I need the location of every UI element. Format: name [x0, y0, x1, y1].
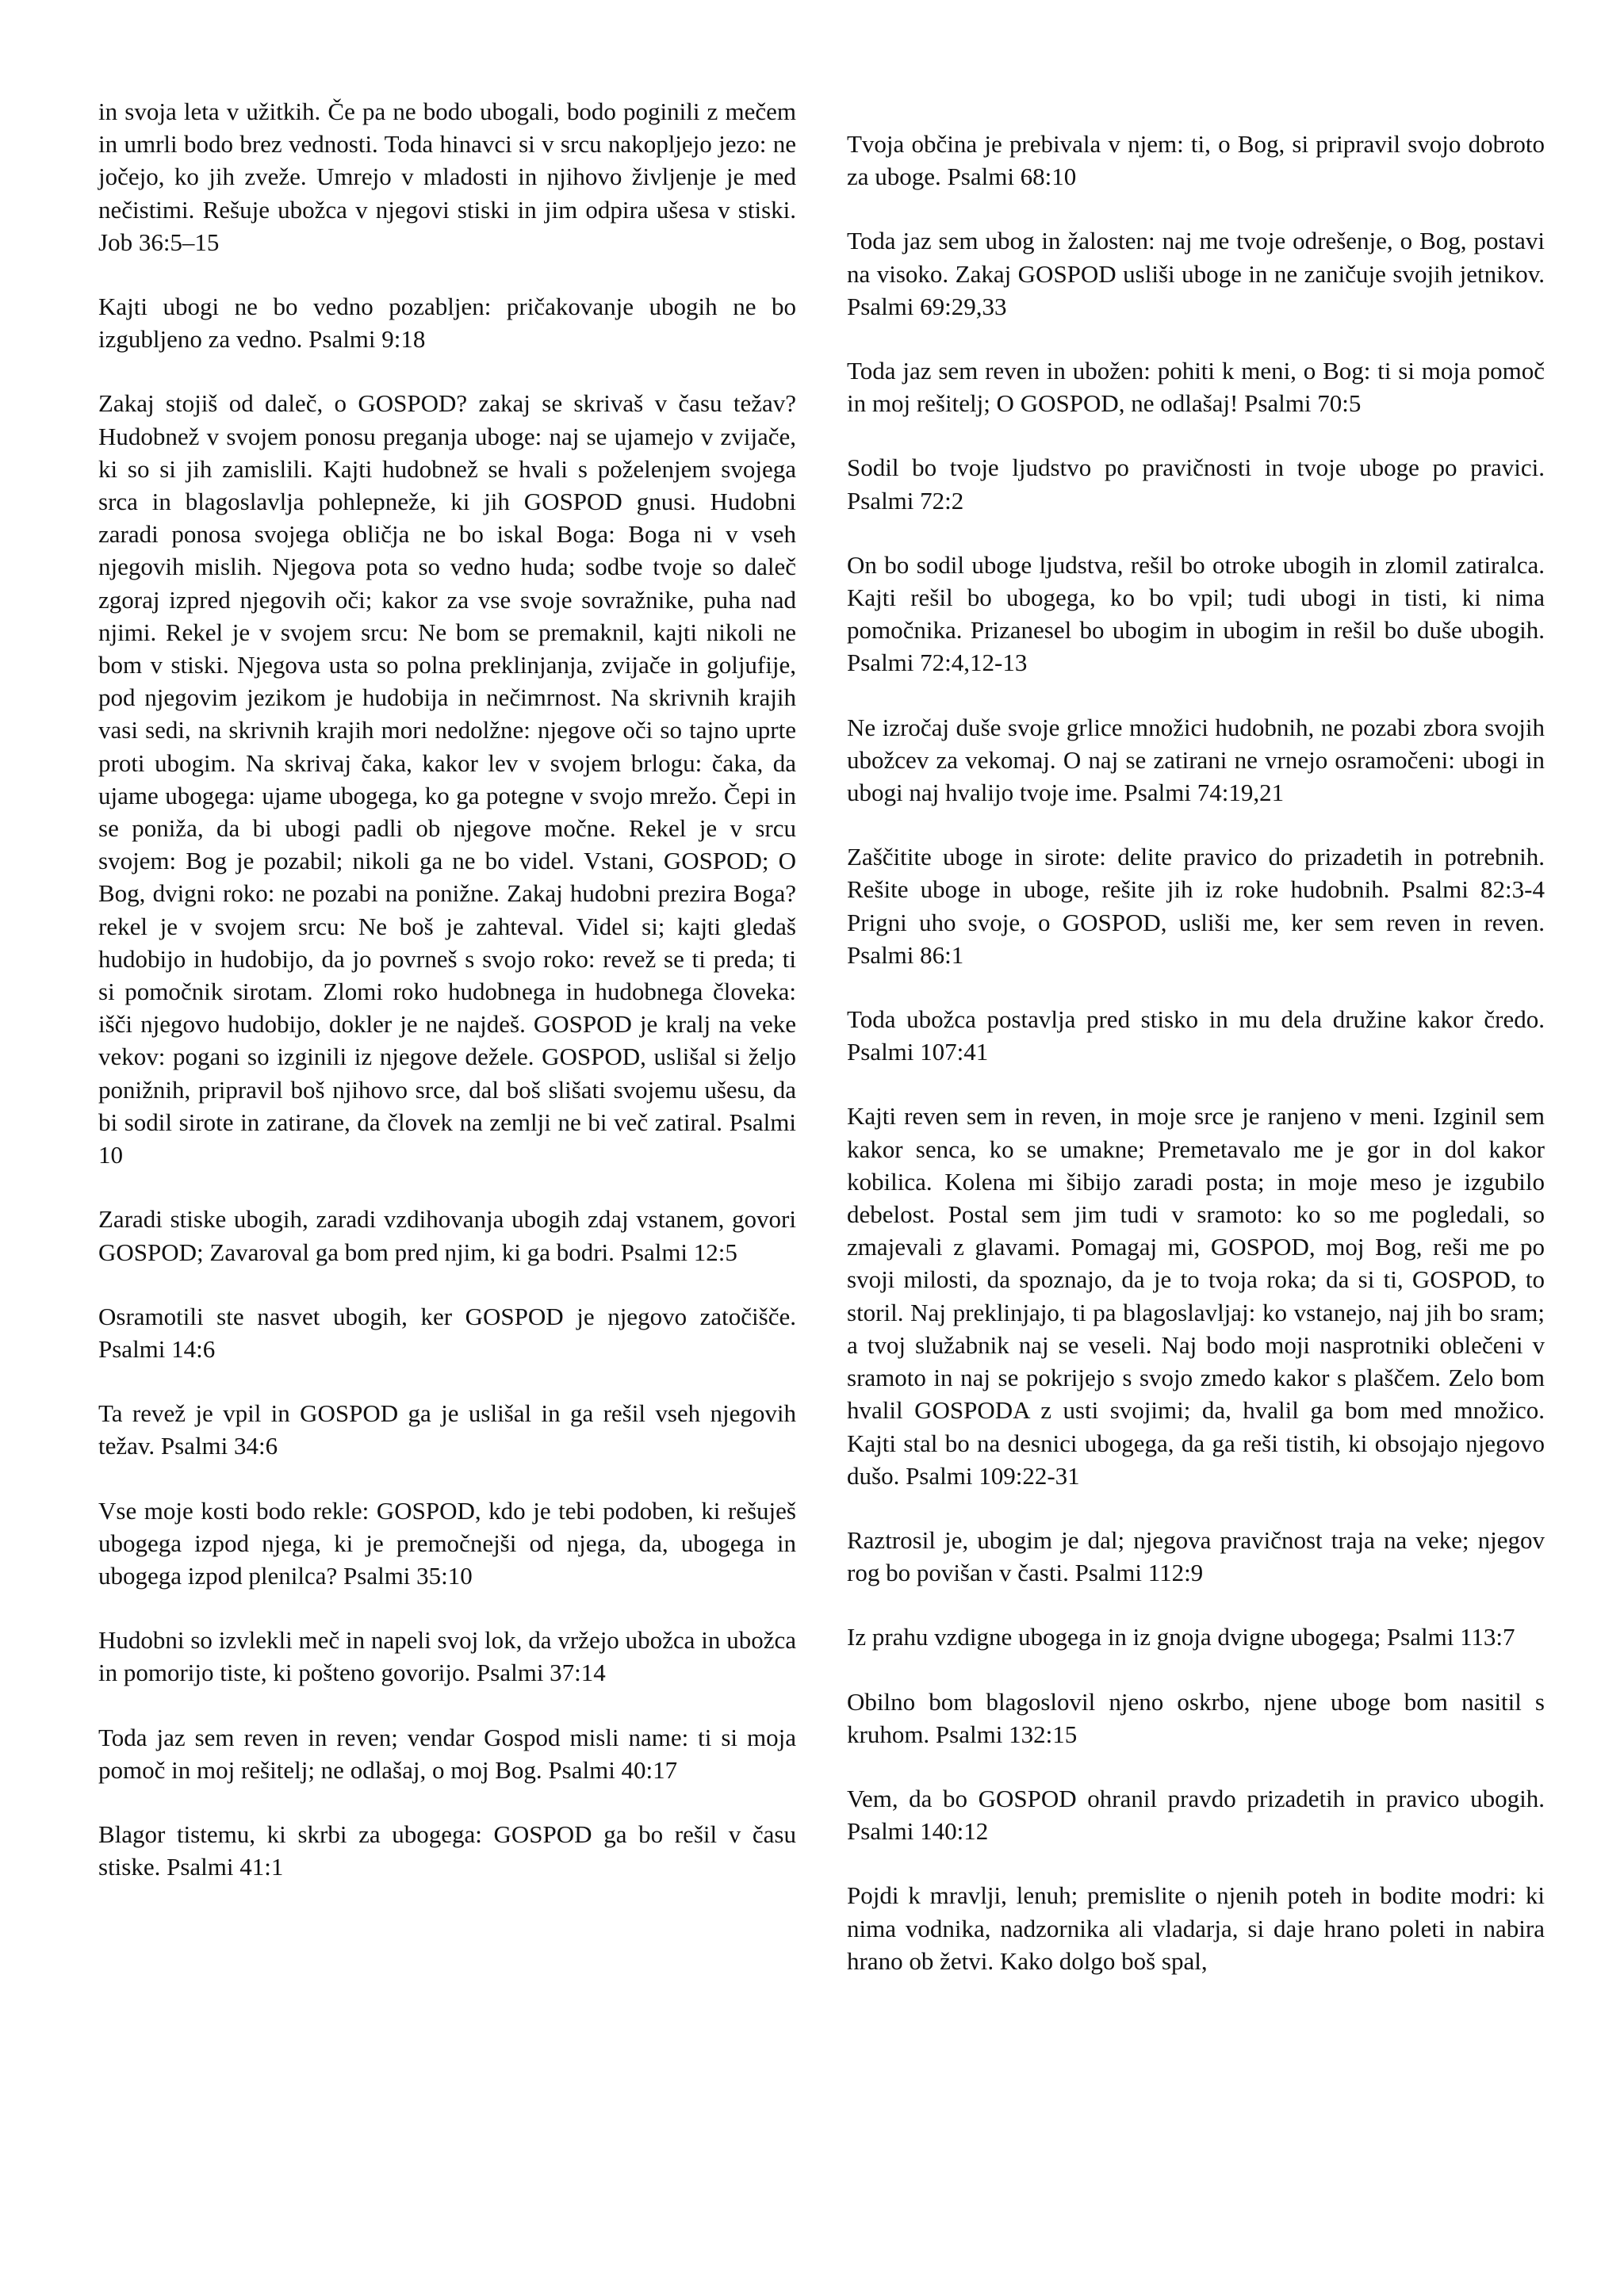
paragraph-psalm-72-4: On bo sodil uboge ljudstva, rešil bo otroke ubogih in zlomil zatiralca. Kajti rešil bo ubogega, ko bo vpil; tudi ubogi in tisti, ki nima pomočnika. Prizanesel bo ubogim in ubogim in rešil bo duše ubogih. Psalmi 72:4,12-13 — [847, 550, 1545, 677]
paragraph-psalm-70-5: Toda jaz sem reven in ubožen: pohiti k meni, o Bog: ti si moja pomoč in moj rešitelj; O GOSPOD, ne odlašaj! Psalmi 70:5 — [847, 357, 1545, 418]
paragraph-psalm-10: Zakaj stojiš od daleč, o GOSPOD? zakaj se skrivaš v času težav? Hudobnež v svojem ponosu preganja uboge: naj se ujamejo v zvijače, ki so si jih zamislili. Kajti hudobnež se hvali s poželenjem svojega srca in blagoslavlja pohlepneže, ki jih GOSPOD gnusi. Hudobni zaradi ponosa svojega obličja ne bo iskal Boga: Boga ni v vseh njegovih mislih. Njegova pota so vedno huda; sodbe tvoje so daleč zgoraj izpred njegovih oči; kakor za vse svoje sovražnike, puha nad njimi. Rekel je v svojem srcu: Ne bom se premaknil, kajti nikoli ne bom v stiski. Njegova usta so polna preklinjanja, zvijače in goljufije, pod njegovim jezikom je hudobija in nečimrnost. Na skrivnih krajih vasi sedi, na skrivnih krajih mori nedolžne: njegove oči so tajno uprte proti ubogim. Na skrivaj čaka, kakor lev v svojem brlogu: čaka, da ujame ubogega: ujame ubogega, ko ga potegne v svojo mrežo. Čepi in se poniža, da bi ubogi padli ob njegove močne. Rekel je v srcu svojem: Bog je pozabil; nikoli ga ne bo videl. Vstani, GOSPOD; O Bog, dvigni roko: ne pozabi na ponižne. Zakaj hudobni prezira Boga? rekel je v svojem srcu: Ne boš je zahteval. Videl si; kajti gledaš hudobijo in hudobijo, da jo povrneš s svojo roko: revež se ti preda; ti si pomočnik sirotam. Zlomi roko hudobnega in hudobnega človeka: išči njegovo hudobijo, dokler je ne najdeš. GOSPOD je kralj na veke vekov: pogani so izginili iz njegove dežele. GOSPOD, uslišal si željo ponižnih, pripravil boš njihovo srce, dal boš slišati svojemu ušesu, da bi sodil sirote in zatirane, da človek na zemlji ne bi več zatiral. Psalmi 10 — [98, 389, 796, 1169]
paragraph-psalm-107-41: Toda ubožca postavlja pred stisko in mu dela družine kakor čredo. Psalmi 107:41 — [847, 1005, 1545, 1066]
paragraph-proverbs-6: Pojdi k mravlji, lenuh; premislite o njenih poteh in bodite modri: ki nima vodnika, nadzornika ali vladarja, si daje hrano poleti in nabira hrano ob žetvi. Kako dolgo boš spal, — [847, 1881, 1545, 1975]
paragraph-psalm-35-10: Vse moje kosti bodo rekle: GOSPOD, kdo je tebi podoben, ki rešuješ ubogega izpod njega, ki je premočnejši od njega, da, ubogega in ubogega izpod plenilca? Psalmi 35:10 — [98, 1496, 796, 1590]
paragraph-psalm-140-12: Vem, da bo GOSPOD ohranil pravdo prizadetih in pravico ubogih. Psalmi 140:12 — [847, 1784, 1545, 1846]
paragraph-psalm-82-86: Zaščitite uboge in sirote: delite pravico do prizadetih in potrebnih. Rešite uboge in uboge, rešite jih iz roke hudobnih. Psalmi 82:3-4 Prigni uho svoje, o GOSPOD, usliši me, ker sem reven in reven. Psalmi 86:1 — [847, 843, 1545, 969]
paragraph-psalm-72-2: Sodil bo tvoje ljudstvo po pravičnosti in tvoje uboge po pravici. Psalmi 72:2 — [847, 453, 1545, 515]
paragraph-psalm-112-9: Raztrosil je, ubogim je dal; njegova pravičnost traja na veke; njegov rog bo povišan v časti. Psalmi 112:9 — [847, 1525, 1545, 1587]
paragraph-psalm-12-5: Zaradi stiske ubogih, zaradi vzdihovanja ubogih zdaj vstanem, govori GOSPOD; Zavaroval ga bom pred njim, ki ga bodri. Psalmi 12:5 — [98, 1205, 796, 1266]
paragraph-psalm-113-7: Iz prahu vzdigne ubogega in iz gnoja dvigne ubogega; Psalmi 113:7 — [847, 1623, 1515, 1651]
paragraph-psalm-68-10: Tvoja občina je prebivala v njem: ti, o Bog, si pripravil svojo dobroto za uboge. Psalmi 68:10 — [847, 130, 1545, 191]
paragraph-psalm-9-18: Kajti ubogi ne bo vedno pozabljen: pričakovanje ubogih ne bo izgubljeno za vedno. Psalmi 9:18 — [98, 293, 796, 354]
paragraph-psalm-74: Ne izročaj duše svoje grlice množici hudobnih, ne pozabi zbora svojih ubožcev za vekomaj. O naj se zatirani ne vrnejo osramočeni: ubogi in ubogi naj hvalijo tvoje ime. Psalmi 74:19,21 — [847, 713, 1545, 807]
paragraph-psalm-109: Kajti reven sem in reven, in moje srce je ranjeno v meni. Izginil sem kakor senca, ko se umakne; Premetavalo me je gor in dol kakor kobilica. Kolena mi šibijo zaradi posta; in moje meso je izgubilo debelost. Postal sem jim tudi v sramoto: ko so me pogledali, so zmajevali z glavami. Pomagaj mi, GOSPOD, moj Bog, reši me po svoji milosti, da spoznajo, da je to tvoja roka; da si ti, GOSPOD, to storil. Naj preklinjajo, ti pa blagoslavljaj: ko vstanejo, naj jih bo sram; a tvoj služabnik naj se veseli. Naj bodo moji nasprotniki oblečeni v sramoto in naj se pokrijejo s svojo zmedo kakor s plaščem. Zelo bom hvalil GOSPODA z usti svojimi; da, hvalil ga bom med množico. Kajti stal bo na desnici ubogega, da ga reši tistih, ki obsojajo njegovo dušo. Psalmi 109:22-31 — [847, 1102, 1545, 1490]
paragraph-psalm-34-6: Ta revež je vpil in GOSPOD ga je uslišal in ga rešil vseh njegovih težav. Psalmi 34:6 — [98, 1399, 796, 1460]
paragraph-psalm-14-6: Osramotili ste nasvet ubogih, ker GOSPOD je njegovo zatočišče. Psalmi 14:6 — [98, 1302, 796, 1363]
paragraph-psalm-37-14: Hudobni so izvlekli meč in napeli svoj lok, da vržejo ubožca in ubožca in pomorijo tiste, ki pošteno govorijo. Psalmi 37:14 — [98, 1626, 796, 1687]
paragraph-psalm-40-17: Toda jaz sem reven in reven; vendar Gospod misli name: ti si moja pomoč in moj rešitelj; ne odlašaj, o moj Bog. Psalmi 40:17 — [98, 1723, 796, 1784]
right-column — [847, 128, 1545, 2009]
paragraph-psalm-69: Toda jaz sem ubog in žalosten: naj me tvoje odrešenje, o Bog, postavi na visoko. Zakaj GOSPOD usliši uboge in ne zaničuje svojih jetnikov. Psalmi 69:29,33 — [847, 227, 1545, 320]
paragraph-job-36: in svoja leta v užitkih. Če pa ne bodo ubogali, bodo poginili z mečem in umrli bodo brez vednosti. Toda hinavci si v srcu nakopljejo jezo: ne jočejo, ko jih zveže. Umrejo v mladosti in njihovo življenje je med nečistimi. Rešuje ubožca v njegovi stiski in jim odpira ušesa v stiski. Job 36:5–15 — [98, 98, 796, 256]
paragraph-psalm-132-15: Obilno bom blagoslovil njeno oskrbo, njene uboge bom nasitil s kruhom. Psalmi 132:15 — [847, 1687, 1545, 1748]
paragraph-psalm-41-1: Blagor tistemu, ki skrbi za ubogega: GOSPOD ga bo rešil v času stiske. Psalmi 41:1 — [98, 1820, 796, 1881]
left-column — [98, 95, 796, 1915]
